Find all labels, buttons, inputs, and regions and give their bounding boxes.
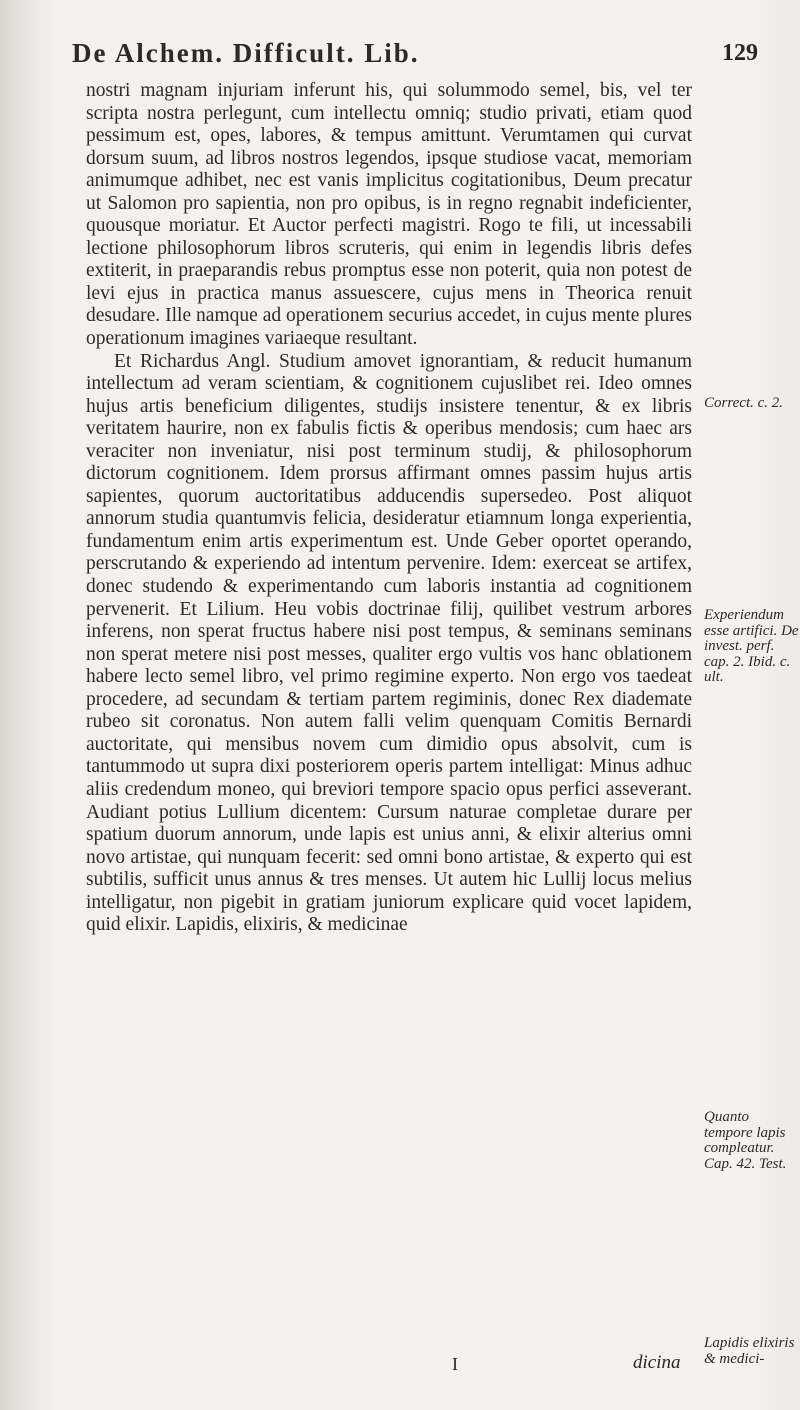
page-header (72, 38, 762, 78)
margin-note: Lapidis elixiris & medici- (704, 1335, 795, 1367)
main-text-block (86, 80, 692, 937)
page-number: 129 (722, 40, 758, 66)
page-gutter-shadow (0, 0, 40, 1410)
margin-note: Quanto tempore lapis compleatur. Cap. 42. Test. (704, 1109, 787, 1172)
catchword: dicina (633, 1352, 681, 1373)
running-title: De Alchem. Difficult. Lib. (72, 38, 420, 68)
margin-note: Correct. c. 2. (704, 395, 784, 411)
paragraph: nostri magnam injuriam inferunt his, qui solummodo semel, bis, vel ter scripta nostra perlegunt, cum intellectu omniq; studio privati, etiam quod pessimum est, opes, labores, & tempus amittunt. Verumtamen qui curvat dorsum suum, ad libros nostros legendos, ipsque studiose vacat, memoriam animumque adhibet, nec est vanis implicitus cogitationibus, Deum precatur ut Salomon pro sapientia, non pro opibus, is in regno regnabit indeficienter, quousque moriatur. Et Auctor perfecti magistri. Rogo te fili, ut incessabili lectione philosophorum libros scruteris, qui enim in legendis libris defes extiterit, in praeparandis rebus promptus esse non poterit, quia non potest de levi ejus in practica manus assuescere, cujus mens in Theorica renuit desudare. Ille namque ad operationem securius accedet, in cujus mente plures operationum imagines variaeque resultant. (86, 80, 692, 350)
margin-note: Experiendum esse artifici. De invest. perf. cap. 2. Ibid. c. ult. (704, 607, 799, 685)
signature-mark: I (452, 1354, 458, 1374)
paragraph: Et Richardus Angl. Studium amovet ignorantiam, & reducit humanum intellectum ad veram scientiam, & cognitionem cujuslibet rei. Ideo omnes hujus artis beneficium diligentes, studijs insistere tenentur, & ex libris veritatem haurire, non ex fabulis fictis & operibus mendosis; cum haec ars veraciter non inveniatur, nisi post terminum studij, & philosophorum dictorum cognitionem. Idem prorsus affirmant omnes passim hujus artis sapientes, quorum auctoritatibus adducendis supersedeo. Post aliquot annorum studia quantumvis felicia, desideratur etiamnum longa experientia, fundamentum enim artis experimentum est. Unde Geber oportet operando, perscrutando & experiendo ad intentum pervenire. Idem: exerceat se artifex, donec studendo & experimentando cum laboris instantia ad cognitionem pervenerit. Et Lilium. Heu vobis doctrinae filij, quilibet vestrum arbores inferens, non sperat fructus habere nisi post tempus, & seminans seminans non sperat metere nisi post messes, qualiter ergo vultis vos hanc oblationem habere lecto semel libro, vel primo regimine experto. Non ergo vos taedeat procedere, ad secundam & tertiam partem regiminis, donec Rex diademate rubeo sit coronatus. Non autem falli velim quenquam Comitis Bernardi auctoritate, qui mensibus novem cum dimidio opus absolvit, cum is tantummodo ut supra dixi posteriorem operis partem intelligat: Minus adhuc aliis credendum moneo, qui breviori tempore spacio opus perfici asseverant. Audiant potius Lullium dicentem: Cursum naturae completae durare per spatium duorum annorum, unde lapis est unius anni, & elixir alterius omni novo artistae, qui nunquam fecerit: sed omni bono artistae, & experto qui est subtilis, sufficit unus annus & tres menses. Ut autem hic Lullij locus melius intelligatur, non pigebit in gratiam juniorum explicare quid vocet lapidem, quid elixir. Lapidis, elixiris, & medicinae (86, 350, 692, 936)
